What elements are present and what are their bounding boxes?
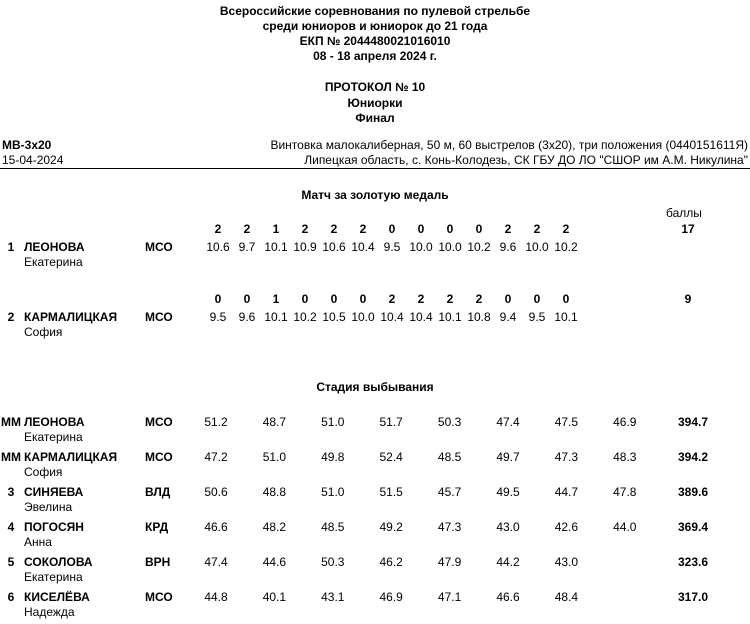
shot-score: 10.0	[438, 240, 462, 254]
set-point: 2	[388, 292, 396, 306]
athlete-rank: 2	[7, 310, 15, 324]
set-point: 2	[301, 222, 309, 236]
athlete-name: Надежда	[24, 605, 75, 619]
total-points: 17	[681, 222, 695, 236]
set-point: 2	[446, 292, 454, 306]
shot-score: 10.9	[293, 240, 317, 254]
athlete-rank: ММ	[1, 415, 21, 429]
points-label: баллы	[666, 206, 702, 220]
shot-score: 10.4	[380, 310, 404, 324]
series-score: 48.3	[613, 450, 637, 464]
athlete-region: МСО	[145, 590, 173, 604]
shot-score: 9.5	[209, 310, 227, 324]
shot-score: 9.7	[238, 240, 256, 254]
athlete-surname: СОКОЛОВА	[24, 555, 93, 569]
series-score: 51.0	[321, 415, 345, 429]
series-score: 49.8	[321, 450, 345, 464]
series-score: 47.5	[554, 415, 579, 429]
series-score: 46.6	[496, 590, 520, 604]
set-point: 2	[417, 292, 425, 306]
series-score: 51.0	[262, 450, 287, 464]
set-point: 0	[417, 222, 425, 236]
total-points: 9	[684, 292, 692, 306]
series-score: 50.6	[204, 485, 228, 499]
set-point: 2	[214, 222, 222, 236]
event-date: 15-04-2024	[2, 153, 64, 167]
series-score: 44.7	[554, 485, 579, 499]
series-score: 48.4	[554, 590, 579, 604]
athlete-surname: КАРМАЛИЦКАЯ	[24, 450, 118, 464]
shot-score: 10.2	[293, 310, 317, 324]
series-score: 50.3	[321, 555, 345, 569]
athlete-region: КРД	[145, 520, 169, 534]
series-score: 44.8	[204, 590, 228, 604]
set-point: 0	[504, 292, 512, 306]
series-score: 47.4	[204, 555, 228, 569]
shot-score: 10.4	[351, 240, 375, 254]
series-score: 48.5	[437, 450, 462, 464]
series-score: 47.3	[554, 450, 579, 464]
shot-score: 10.8	[467, 310, 491, 324]
set-point: 0	[562, 292, 570, 306]
athlete-surname: ЛЕОНОВА	[24, 415, 85, 429]
shot-score: 10.0	[351, 310, 375, 324]
series-score: 46.9	[379, 590, 403, 604]
set-point: 0	[475, 222, 483, 236]
athlete-region: МСО	[145, 450, 173, 464]
athlete-region: МСО	[145, 240, 173, 254]
shot-score: 10.6	[322, 240, 346, 254]
protocol-stage: Финал	[355, 111, 395, 125]
athlete-rank: 1	[7, 240, 15, 254]
athlete-rank: ММ	[1, 450, 21, 464]
series-score: 47.2	[204, 450, 228, 464]
athlete-name: Екатерина	[24, 430, 83, 444]
shot-score: 9.6	[499, 240, 517, 254]
series-score: 44.0	[613, 520, 637, 534]
series-score: 47.3	[437, 520, 462, 534]
series-score: 49.7	[496, 450, 520, 464]
athlete-region: МСО	[145, 310, 173, 324]
series-score: 50.3	[437, 415, 462, 429]
series-score: 43.0	[496, 520, 520, 534]
series-score: 51.7	[379, 415, 403, 429]
shot-score: 10.5	[322, 310, 346, 324]
shot-score: 10.2	[554, 240, 578, 254]
total-score: 317.0	[677, 590, 708, 604]
athlete-rank: 6	[7, 590, 15, 604]
series-score: 46.9	[613, 415, 637, 429]
series-score: 47.4	[496, 415, 520, 429]
series-score: 43.1	[321, 590, 345, 604]
athlete-region: ВРН	[145, 555, 171, 569]
athlete-name: Екатерина	[24, 570, 83, 584]
set-point: 2	[504, 222, 512, 236]
total-score: 394.2	[677, 450, 708, 464]
shot-score: 10.1	[438, 310, 462, 324]
series-score: 51.2	[204, 415, 228, 429]
total-score: 394.7	[677, 415, 708, 429]
event-venue: Липецкая область, с. Конь-Колодезь, СК ГБУ ДО ЛО "СШОР им А.М. Никулина"	[304, 153, 748, 167]
set-point: 0	[359, 292, 367, 306]
athlete-surname: КАРМАЛИЦКАЯ	[24, 310, 118, 324]
set-point: 0	[330, 292, 338, 306]
event-code: МВ-3х20	[2, 138, 52, 152]
total-score: 369.4	[677, 520, 708, 534]
athlete-rank: 4	[7, 520, 15, 534]
series-score: 48.7	[262, 415, 287, 429]
series-score: 49.2	[379, 520, 403, 534]
gold-match-title: Матч за золотую медаль	[301, 188, 449, 202]
shot-score: 10.1	[264, 310, 288, 324]
competition-subtitle: среди юниоров и юниорок до 21 года	[262, 19, 488, 33]
shot-score: 10.0	[525, 240, 549, 254]
header-divider	[0, 168, 750, 169]
athlete-name: Екатерина	[24, 255, 83, 269]
shot-score: 9.6	[238, 310, 256, 324]
shot-score: 10.1	[554, 310, 578, 324]
athlete-name: Эвелина	[24, 500, 73, 514]
set-point: 0	[243, 292, 251, 306]
ekp-number: ЕКП № 2044480021016010	[299, 34, 451, 48]
series-score: 42.6	[554, 520, 579, 534]
set-point: 0	[301, 292, 309, 306]
series-score: 44.2	[496, 555, 520, 569]
elimination-title: Стадия выбывания	[316, 380, 434, 394]
series-score: 46.2	[379, 555, 403, 569]
competition-dates: 08 - 18 апреля 2024 г.	[313, 49, 437, 63]
set-point: 2	[359, 222, 367, 236]
athlete-rank: 3	[7, 485, 15, 499]
set-point: 1	[272, 292, 280, 306]
series-score: 44.6	[262, 555, 287, 569]
series-score: 48.2	[262, 520, 287, 534]
athlete-region: ВЛД	[145, 485, 171, 499]
set-point: 2	[562, 222, 570, 236]
athlete-surname: СИНЯЕВА	[24, 485, 84, 499]
athlete-name: София	[24, 465, 63, 479]
set-point: 2	[330, 222, 338, 236]
athlete-name: София	[24, 325, 63, 339]
series-score: 43.0	[554, 555, 579, 569]
set-point: 0	[214, 292, 222, 306]
set-point: 2	[243, 222, 251, 236]
event-name: Винтовка малокалиберная, 50 м, 60 выстрелов (3х20), три положения (0440151611Я)	[270, 138, 748, 152]
protocol-group: Юниорки	[347, 96, 403, 110]
series-score: 49.5	[496, 485, 520, 499]
series-score: 46.6	[204, 520, 228, 534]
series-score: 40.1	[262, 590, 287, 604]
set-point: 2	[533, 222, 541, 236]
set-point: 1	[272, 222, 280, 236]
set-point: 0	[388, 222, 396, 236]
athlete-rank: 5	[7, 555, 15, 569]
shot-score: 10.0	[409, 240, 433, 254]
shot-score: 9.5	[383, 240, 401, 254]
series-score: 47.8	[613, 485, 637, 499]
series-score: 48.5	[321, 520, 345, 534]
shot-score: 9.4	[499, 310, 517, 324]
shot-score: 10.6	[206, 240, 230, 254]
total-score: 389.6	[677, 485, 708, 499]
series-score: 47.9	[437, 555, 462, 569]
protocol-number: ПРОТОКОЛ № 10	[324, 80, 426, 94]
series-score: 51.0	[321, 485, 345, 499]
shot-score: 10.2	[467, 240, 491, 254]
total-score: 323.6	[677, 555, 708, 569]
athlete-region: МСО	[145, 415, 173, 429]
set-point: 0	[446, 222, 454, 236]
shot-score: 10.1	[264, 240, 288, 254]
athlete-surname: КИСЕЛЁВА	[24, 590, 90, 604]
series-score: 52.4	[379, 450, 403, 464]
athlete-surname: ПОГОСЯН	[24, 520, 84, 534]
shot-score: 9.5	[528, 310, 546, 324]
series-score: 51.5	[379, 485, 403, 499]
competition-title: Всероссийские соревнования по пулевой стрельбе	[219, 4, 531, 18]
set-point: 2	[475, 292, 483, 306]
series-score: 45.7	[437, 485, 462, 499]
shot-score: 10.4	[409, 310, 433, 324]
set-point: 0	[533, 292, 541, 306]
series-score: 48.8	[262, 485, 287, 499]
athlete-surname: ЛЕОНОВА	[24, 240, 85, 254]
series-score: 47.1	[437, 590, 462, 604]
athlete-name: Анна	[24, 535, 52, 549]
